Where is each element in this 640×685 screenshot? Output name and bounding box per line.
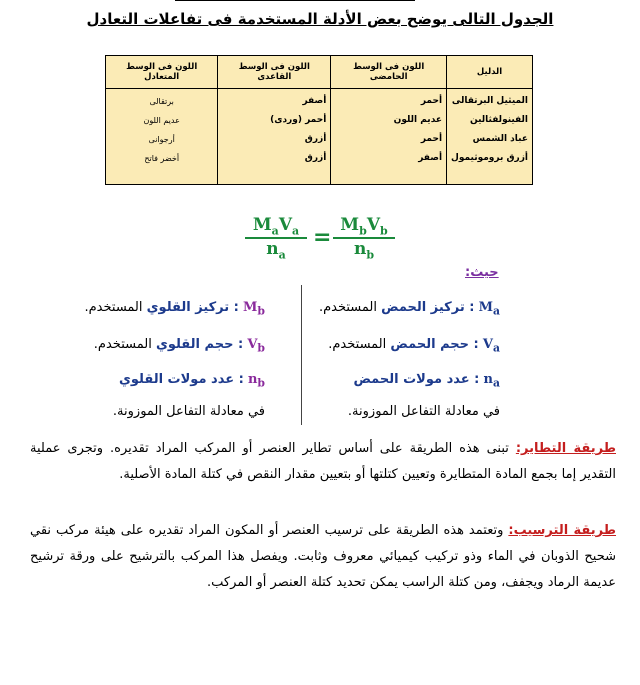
equation-left-fraction (245, 215, 307, 262)
column-divider (301, 285, 302, 425)
def-symbol (482, 337, 500, 355)
def-sym-sub: b (257, 304, 265, 318)
eq-subscript: b (380, 224, 388, 238)
def-sym-letter: n (247, 372, 258, 387)
page-title (0, 10, 640, 28)
def-sym-sub: b (257, 341, 265, 355)
acid-cell: أحمر (420, 134, 443, 144)
base-column (218, 89, 331, 185)
neutral-cell: برتقالى (149, 97, 174, 106)
base-cell: أزرق (304, 134, 327, 144)
eq-subscript: b (366, 248, 375, 262)
equation-right-numerator (333, 215, 395, 239)
base-concentration-def (85, 300, 266, 318)
equation-left-numerator (245, 215, 307, 239)
indicator-column (447, 89, 533, 185)
indicator-cell: الميثيل البرتقالى (451, 96, 528, 106)
def-label: : تركيز الحمض (381, 300, 475, 315)
def-label: : حجم القلوي (155, 337, 244, 352)
base-cell: أحمر (وردى) (270, 115, 327, 125)
volatility-paragraph (30, 436, 616, 488)
indicator-cell: أزرق بروموثيمول (451, 153, 528, 163)
def-sym-letter: n (483, 372, 493, 387)
base-cell: أزرق (304, 153, 327, 163)
def-sym-sub: a (492, 304, 500, 318)
header-indicator: الدليل (447, 56, 533, 89)
def-label: : عدد مولات القلوي (118, 372, 244, 387)
table-header-row (106, 56, 533, 89)
precipitation-paragraph (30, 518, 616, 596)
neutral-cell: أرجوانى (148, 135, 175, 144)
eq-subscript: a (278, 248, 286, 262)
indicators-table (105, 55, 533, 185)
eq-symbol: M (252, 215, 272, 235)
def-sym-letter: M (478, 300, 493, 315)
neutral-column (106, 89, 218, 185)
eq-symbol: n (353, 239, 367, 260)
eq-subscript: a (271, 224, 279, 238)
equals-sign: = (313, 225, 332, 250)
header-acid: اللون فى الوسط الحامضى (331, 56, 447, 89)
where-label: حيث: (465, 265, 499, 280)
eq-symbol: n (266, 239, 279, 260)
header-base: اللون فى الوسط القاعدى (218, 56, 331, 89)
neutral-cell: أخضر فاتح (144, 154, 180, 163)
def-rest: المستخدم. (93, 337, 156, 352)
volatility-text: تبنى هذه الطريقة على أساس تطاير العنصر أو المركب المراد تقديره. وتجرى عملية التقدير إما بجمع المادة المتطايرة وتعيين كتلتها أو بتعيين مقدار النقص في كتلة المادة الأصلية. (30, 441, 616, 482)
base-volume-def (94, 337, 265, 355)
acid-cell: أحمر (420, 96, 443, 106)
acid-column (331, 89, 447, 185)
indicator-cell: عباد الشمس (472, 134, 528, 144)
def-symbol (243, 300, 265, 318)
def-sym-sub: b (257, 376, 265, 390)
precipitation-heading: طريقة الترسيب: (508, 523, 617, 538)
top-rule (175, 0, 415, 1)
def-sym-sub: a (492, 341, 500, 355)
eq-symbol: V (278, 215, 293, 235)
acid-note: في معادلة التفاعل الموزونة. (347, 404, 500, 419)
eq-subscript: a (292, 224, 300, 238)
def-symbol (483, 372, 500, 390)
header-neutral: اللون فى الوسط المتعادل (106, 56, 218, 89)
acid-concentration-def (319, 300, 500, 318)
acid-cell: أصفر (418, 153, 443, 163)
titration-equation (245, 215, 395, 275)
precipitation-text: وتعتمد هذه الطريقة على ترسيب العنصر أو المكون المراد تقديره على هيئة مركب نقي شحيح الذوبان في الماء وذو تركيب كيميائي معروف وثابت. ويفصل هذا المركب بالترشيح على ورقة ترشيح عديمة الرماد ويجفف، ومن كتلة الراسب يمكن تحديد كتلة العنصر أو المركب. (30, 523, 616, 590)
equation-right-denominator (333, 239, 395, 261)
equation-right-fraction (333, 215, 395, 262)
eq-symbol: V (366, 215, 381, 235)
def-sym-letter: V (482, 337, 493, 352)
base-note: في معادلة التفاعل الموزونة. (112, 404, 265, 419)
eq-subscript: b (359, 224, 367, 238)
def-sym-sub: a (492, 376, 500, 390)
def-symbol (247, 337, 265, 355)
def-rest: المستخدم. (318, 300, 382, 315)
def-sym-letter: M (243, 300, 258, 315)
volatility-heading: طريقة التطاير: (515, 441, 616, 456)
table-body-row (106, 89, 533, 185)
acid-moles-def (353, 372, 500, 390)
acid-volume-def (328, 337, 500, 355)
equation-left-denominator (245, 239, 307, 261)
eq-symbol: M (340, 215, 360, 235)
def-sym-letter: V (247, 337, 258, 352)
title-text: الجدول التالى يوضح بعض الأدلة المستخدمة فى تفاعلات التعادل (86, 10, 554, 28)
def-rest: المستخدم. (328, 337, 391, 352)
def-symbol (247, 372, 265, 390)
indicator-cell: الفينولفثالين (470, 115, 528, 125)
def-label: : حجم الحمض (390, 337, 479, 352)
base-moles-def (119, 372, 265, 390)
acid-cell: عديم اللون (393, 115, 443, 125)
base-cell: أصفر (302, 96, 327, 106)
neutral-cell: عديم اللون (143, 116, 180, 125)
def-rest: المستخدم. (84, 300, 147, 315)
def-label: : عدد مولات الحمض (353, 372, 480, 387)
def-label: : تركيز القلوي (146, 300, 239, 315)
def-symbol (478, 300, 500, 318)
